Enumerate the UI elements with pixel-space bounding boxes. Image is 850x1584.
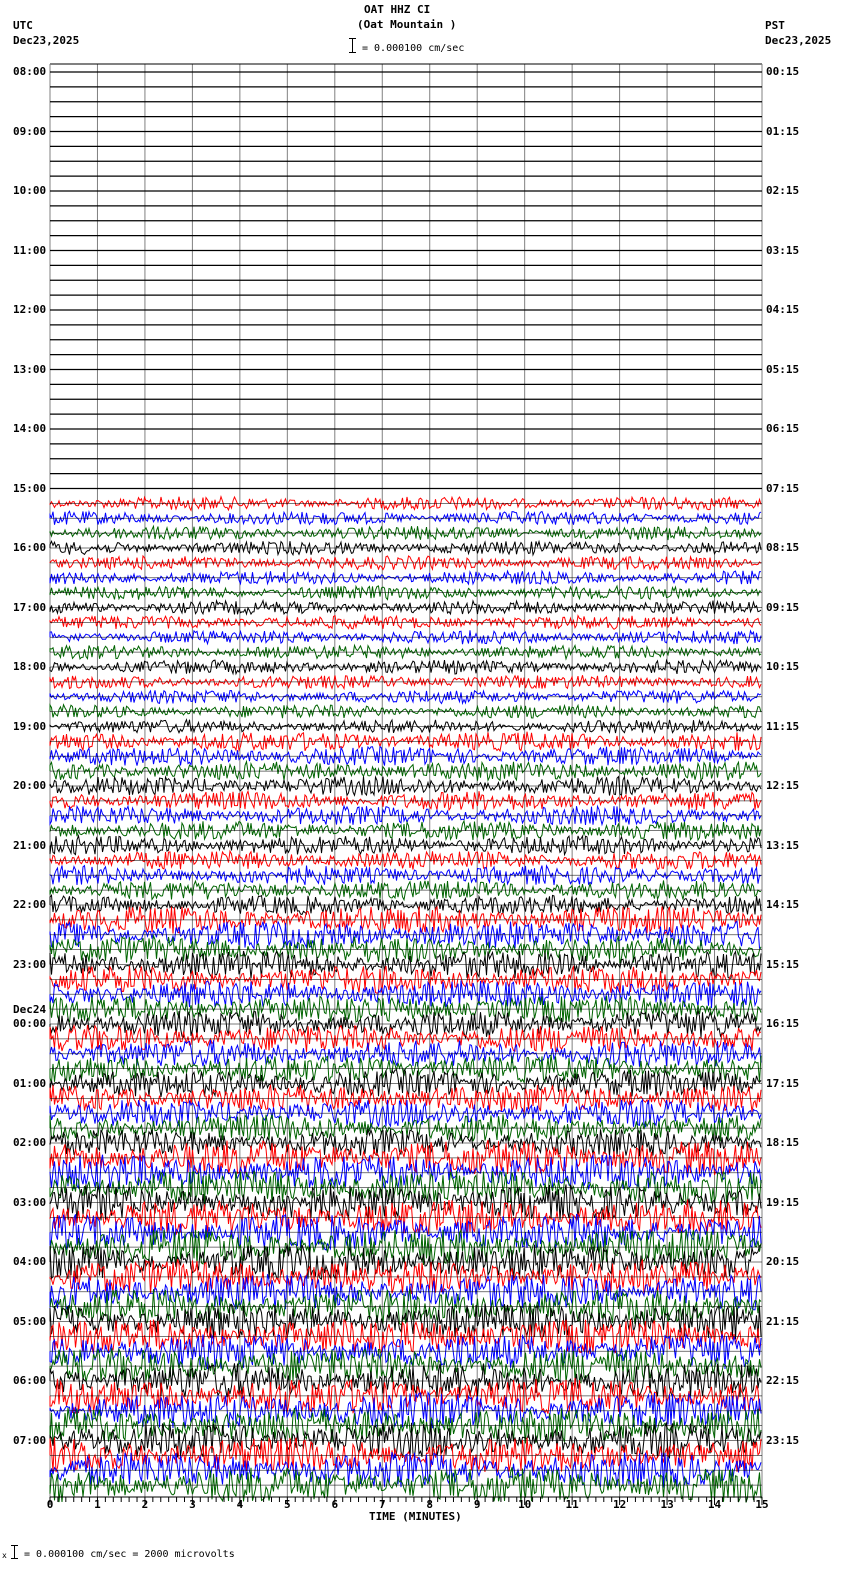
utc-time-label: 18:00 — [13, 660, 47, 673]
utc-time-label: 22:00 — [13, 898, 47, 911]
left-timezone: UTC — [13, 19, 33, 32]
pst-time-label: 14:15 — [766, 898, 800, 911]
utc-time-label: 12:00 — [13, 303, 47, 316]
pst-time-label: 00:15 — [766, 65, 800, 78]
utc-time-label: 10:00 — [13, 184, 47, 197]
footer-scale-bar-icon — [14, 1545, 21, 1559]
pst-time-label: 21:15 — [766, 1314, 800, 1328]
pst-time-label: 06:15 — [766, 422, 800, 435]
scale-text: = 0.000100 cm/sec — [362, 43, 465, 54]
x-tick-label: 1 — [94, 1498, 101, 1511]
x-tick-label: 8 — [426, 1498, 434, 1511]
pst-time-label: 19:15 — [766, 1195, 800, 1209]
utc-time-label: 00:00 — [13, 1017, 47, 1030]
pst-time-label: 20:15 — [766, 1255, 800, 1268]
utc-time-label: 03:00 — [13, 1195, 47, 1209]
utc-time-label: 20:00 — [13, 779, 47, 792]
pst-time-label: 08:15 — [766, 541, 800, 554]
pst-time-label: 11:15 — [766, 719, 800, 733]
pst-time-label: 23:15 — [766, 1433, 800, 1447]
utc-time-label: 02:00 — [13, 1136, 47, 1149]
utc-time-label: 14:00 — [13, 422, 47, 435]
pst-time-label: 03:15 — [766, 243, 800, 257]
utc-time-label: 08:00 — [13, 65, 47, 78]
x-tick-label: 10 — [518, 1498, 532, 1511]
utc-time-label: 09:00 — [13, 124, 47, 138]
footer-marker: x — [2, 1551, 7, 1560]
x-axis-label: TIME (MINUTES) — [369, 1510, 462, 1523]
pst-time-label: 12:15 — [766, 779, 800, 792]
pst-time-label: 05:15 — [766, 362, 800, 376]
pst-time-label: 13:15 — [766, 838, 800, 852]
pst-time-label: 09:15 — [766, 600, 800, 614]
utc-time-label: 17:00 — [13, 600, 47, 614]
utc-time-label: 16:00 — [13, 541, 47, 554]
footer-scale-text: = 0.000100 cm/sec = 2000 microvolts — [24, 1549, 235, 1560]
x-tick-label: 14 — [707, 1498, 722, 1511]
x-tick-label: 4 — [236, 1498, 244, 1511]
right-timezone: PST — [765, 19, 785, 32]
utc-time-label: 11:00 — [13, 243, 47, 257]
x-tick-label: 7 — [378, 1498, 386, 1511]
pst-time-label: 16:15 — [766, 1017, 800, 1030]
x-tick-label: 5 — [284, 1498, 291, 1511]
pst-time-label: 01:15 — [766, 124, 800, 138]
pst-time-label: 10:15 — [766, 660, 800, 673]
utc-time-label: 06:00 — [13, 1374, 47, 1387]
utc-time-label: 15:00 — [13, 481, 47, 495]
x-tick-label: 3 — [189, 1498, 196, 1511]
utc-time-label: 13:00 — [13, 362, 47, 376]
station-location: (Oat Mountain ) — [357, 18, 457, 31]
pst-time-label: 17:15 — [766, 1076, 800, 1090]
utc-time-label: 23:00 — [13, 957, 47, 971]
utc-date-label: Dec24 — [13, 1003, 47, 1016]
right-date: Dec23,2025 — [765, 34, 832, 47]
x-tick-label: 12 — [613, 1498, 627, 1511]
utc-time-label: 19:00 — [13, 719, 47, 733]
x-tick-label: 15 — [755, 1498, 769, 1511]
utc-time-label: 21:00 — [13, 838, 47, 852]
x-tick-label: 13 — [660, 1498, 674, 1511]
utc-time-label: 07:00 — [13, 1433, 47, 1447]
x-tick-label: 6 — [331, 1498, 339, 1511]
pst-time-label: 18:15 — [766, 1136, 800, 1149]
pst-time-label: 02:15 — [766, 184, 800, 197]
utc-time-label: 04:00 — [13, 1255, 47, 1268]
x-tick-label: 0 — [46, 1498, 54, 1511]
pst-time-label: 07:15 — [766, 481, 800, 495]
pst-time-label: 04:15 — [766, 303, 800, 316]
station-title: OAT HHZ CI — [364, 3, 431, 16]
x-tick-label: 9 — [473, 1498, 481, 1511]
left-date: Dec23,2025 — [13, 34, 80, 47]
pst-time-label: 15:15 — [766, 957, 800, 971]
utc-time-label: 05:00 — [13, 1314, 47, 1328]
pst-time-label: 22:15 — [766, 1374, 800, 1387]
x-tick-label: 2 — [141, 1498, 149, 1511]
x-tick-label: 11 — [565, 1498, 579, 1511]
utc-time-label: 01:00 — [13, 1076, 47, 1090]
